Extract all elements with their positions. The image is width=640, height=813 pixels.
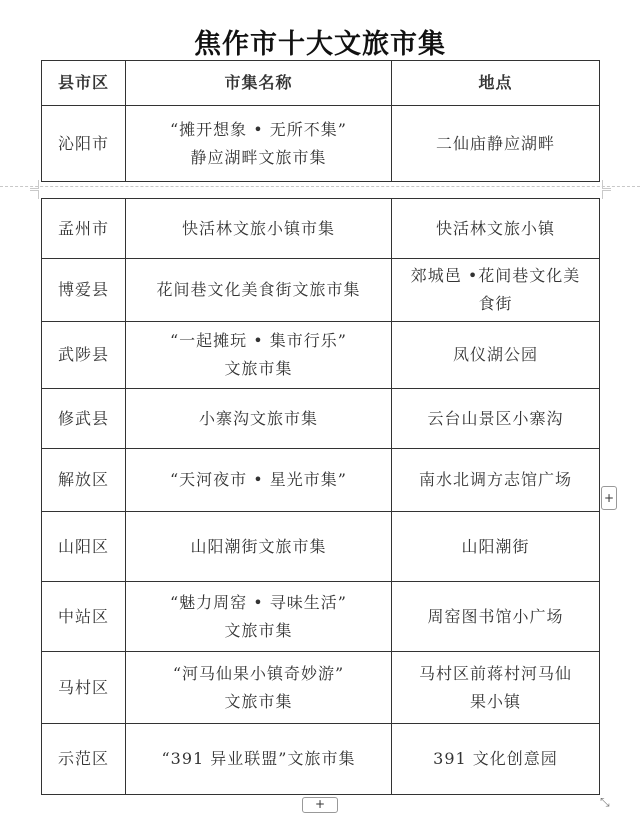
table-row [42,322,600,389]
page-break-divider [0,186,640,188]
table-row [42,106,600,182]
location-cell: 凤仪湖公园 [392,322,600,389]
add-row-button[interactable]: + [302,797,338,813]
location-cell: 周窑图书馆小广场 [392,582,600,652]
market-cell: “天河夜市 • 星光市集” [126,449,392,512]
county-cell: 博爱县 [42,259,126,322]
market-cell: “391 异业联盟”文旅市集 [126,724,392,795]
location-cell: 郊城邑 •花间巷文化美 食街 [392,259,600,322]
table-row [42,199,600,259]
county-cell: 沁阳市 [42,106,126,182]
table-row [42,389,600,449]
page-corner-mark [602,190,611,199]
table-row [42,652,600,724]
table-row [42,259,600,322]
county-cell: 武陟县 [42,322,126,389]
document-title: 焦作市十大文旅市集 [194,29,446,60]
market-cell: “摊开想象 • 无所不集” 静应湖畔文旅市集 [126,106,392,182]
market-cell: 山阳潮街文旅市集 [126,512,392,582]
page-corner-mark [30,190,39,199]
market-cell: 花间巷文化美食街文旅市集 [126,259,392,322]
county-cell: 解放区 [42,449,126,512]
add-column-button[interactable]: + [601,486,617,510]
market-cell: “一起摊玩 • 集市行乐” 文旅市集 [126,322,392,389]
location-cell: 云台山景区小寨沟 [392,389,600,449]
market-cell: 快活林文旅小镇市集 [126,199,392,259]
table-row [42,449,600,512]
county-cell: 孟州市 [42,199,126,259]
location-cell: 二仙庙静应湖畔 [392,106,600,182]
table-row [42,724,600,795]
markets-table-body-part [41,198,600,795]
county-cell: 修武县 [42,389,126,449]
header-county: 县市区 [42,61,126,106]
market-cell: “河马仙果小镇奇妙游” 文旅市集 [126,652,392,724]
market-cell: “魅力周窑 • 寻味生活” 文旅市集 [126,582,392,652]
location-cell: 快活林文旅小镇 [392,199,600,259]
county-cell: 山阳区 [42,512,126,582]
location-cell: 南水北调方志馆广场 [392,449,600,512]
table-header-row [42,61,600,106]
county-cell: 中站区 [42,582,126,652]
markets-table-header-part [41,60,600,182]
resize-handle-icon[interactable]: ⤡ [600,795,610,809]
header-location: 地点 [392,61,600,106]
location-cell: 马村区前蒋村河马仙 果小镇 [392,652,600,724]
page-corner-mark [602,180,611,189]
header-market: 市集名称 [126,61,392,106]
county-cell: 马村区 [42,652,126,724]
page-corner-mark [30,180,39,189]
market-cell: 小寨沟文旅市集 [126,389,392,449]
location-cell: 391 文化创意园 [392,724,600,795]
county-cell: 示范区 [42,724,126,795]
table-row [42,582,600,652]
location-cell: 山阳潮街 [392,512,600,582]
table-row [42,512,600,582]
